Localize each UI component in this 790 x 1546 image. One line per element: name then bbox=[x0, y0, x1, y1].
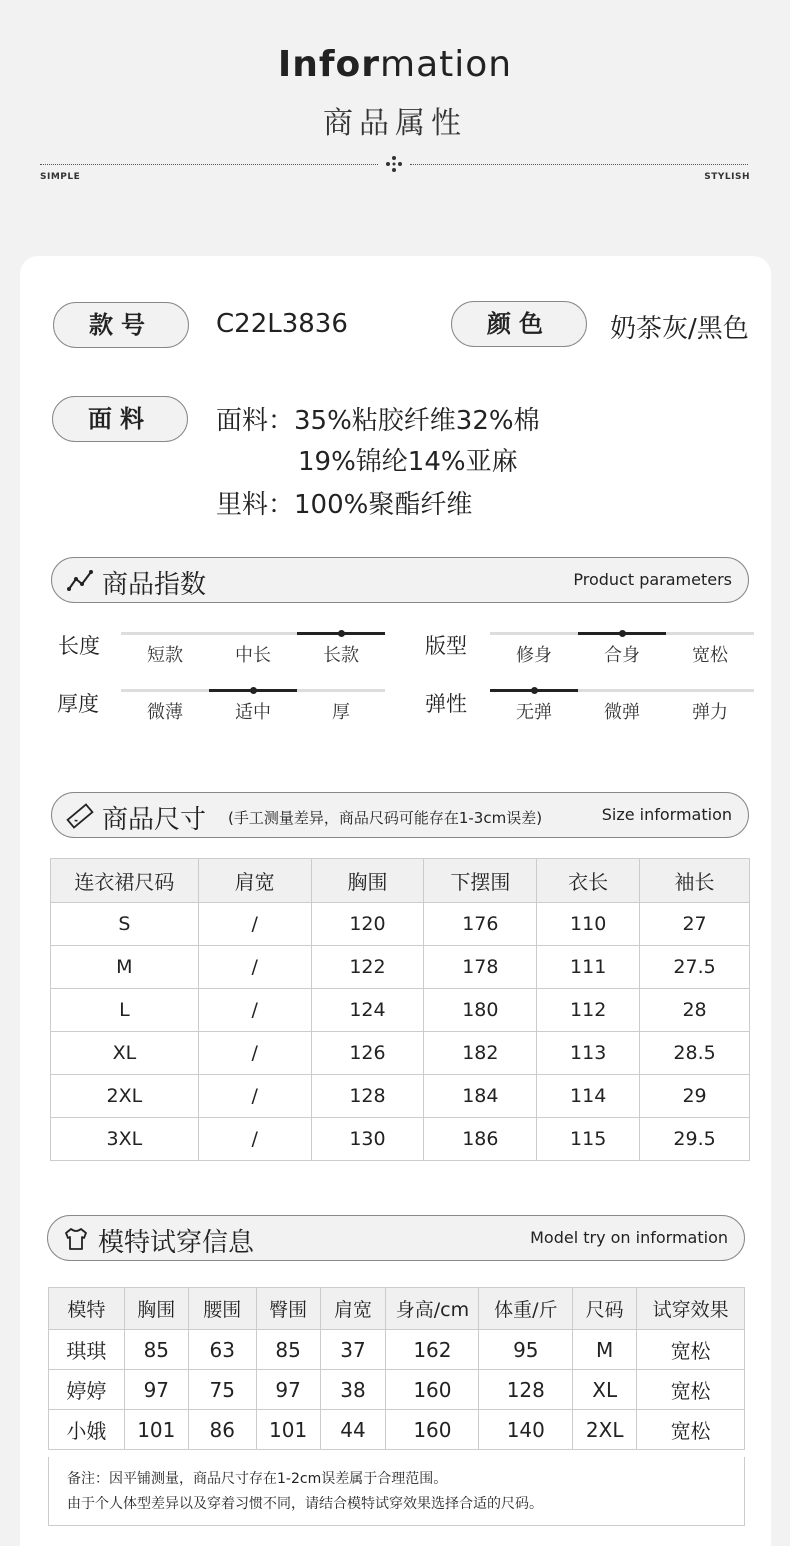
table-cell: 120 bbox=[311, 903, 424, 946]
param-scale-thickness bbox=[121, 689, 385, 723]
table-cell: XL bbox=[51, 1032, 199, 1075]
table-header-cell: 试穿效果 bbox=[637, 1288, 745, 1330]
table-cell: M bbox=[573, 1330, 637, 1370]
params-section-bar bbox=[51, 557, 749, 603]
scale-option: 短款 bbox=[147, 645, 183, 666]
trend-line-icon bbox=[66, 567, 94, 595]
scale-indicator-dot bbox=[531, 687, 538, 694]
table-cell: 28.5 bbox=[640, 1032, 750, 1075]
table-cell: / bbox=[198, 1118, 311, 1161]
table-cell: 63 bbox=[188, 1330, 256, 1370]
table-cell: 75 bbox=[188, 1370, 256, 1410]
table-cell: M bbox=[51, 946, 199, 989]
table-header-cell: 下摆围 bbox=[424, 859, 537, 903]
table-cell: XL bbox=[573, 1370, 637, 1410]
fabric-line-1: 面料：35%粘胶纤维32%棉 bbox=[216, 406, 540, 436]
table-cell: 小娥 bbox=[49, 1410, 125, 1450]
lining-line: 里料：100%聚酯纤维 bbox=[216, 490, 473, 520]
param-scale-length bbox=[121, 632, 385, 666]
size-table-row bbox=[51, 946, 750, 989]
table-cell: 162 bbox=[386, 1330, 479, 1370]
table-cell: 37 bbox=[320, 1330, 386, 1370]
table-header-cell: 衣长 bbox=[537, 859, 640, 903]
table-cell: L bbox=[51, 989, 199, 1032]
table-header-cell: 胸围 bbox=[124, 1288, 188, 1330]
table-cell: 130 bbox=[311, 1118, 424, 1161]
table-cell: 184 bbox=[424, 1075, 537, 1118]
table-header-cell: 肩宽 bbox=[320, 1288, 386, 1330]
table-cell: 186 bbox=[424, 1118, 537, 1161]
style-no-value: C22L3836 bbox=[216, 309, 348, 339]
table-cell: S bbox=[51, 903, 199, 946]
table-header-cell: 袖长 bbox=[640, 859, 750, 903]
model-title: 模特试穿信息 bbox=[98, 1228, 255, 1258]
table-header-cell: 身高/cm bbox=[386, 1288, 479, 1330]
model-section-bar bbox=[47, 1215, 745, 1261]
header-divider-left bbox=[40, 164, 378, 165]
header-divider-right bbox=[410, 164, 748, 165]
param-scale-elasticity bbox=[490, 689, 754, 723]
size-title: 商品尺寸 bbox=[102, 805, 207, 835]
scale-option: 长款 bbox=[323, 645, 359, 666]
table-cell: 38 bbox=[320, 1370, 386, 1410]
scale-indicator-dot bbox=[619, 630, 626, 637]
table-cell: 27.5 bbox=[640, 946, 750, 989]
table-cell: 113 bbox=[537, 1032, 640, 1075]
scale-option: 微薄 bbox=[147, 702, 183, 723]
page-subtitle: 商品属性 bbox=[323, 106, 467, 141]
size-english: Size information bbox=[601, 805, 732, 824]
scale-indicator-dot bbox=[250, 687, 257, 694]
table-cell: 宽松 bbox=[637, 1330, 745, 1370]
table-cell: 182 bbox=[424, 1032, 537, 1075]
table-cell: 126 bbox=[311, 1032, 424, 1075]
table-cell: 97 bbox=[256, 1370, 320, 1410]
table-cell: 27 bbox=[640, 903, 750, 946]
table-cell: 琪琪 bbox=[49, 1330, 125, 1370]
scale-option: 中长 bbox=[235, 645, 271, 666]
table-cell: / bbox=[198, 1075, 311, 1118]
ruler-icon bbox=[66, 802, 94, 830]
table-cell: 95 bbox=[479, 1330, 573, 1370]
table-cell: 111 bbox=[537, 946, 640, 989]
table-cell: 124 bbox=[311, 989, 424, 1032]
size-note: (手工测量差异，商品尺码可能存在1-3cm误差) bbox=[228, 809, 543, 827]
table-cell: 85 bbox=[124, 1330, 188, 1370]
scale-option: 微弹 bbox=[604, 702, 640, 723]
table-header-cell: 腰围 bbox=[188, 1288, 256, 1330]
params-english: Product parameters bbox=[573, 570, 732, 589]
table-header-cell: 肩宽 bbox=[198, 859, 311, 903]
tshirt-icon bbox=[62, 1225, 90, 1253]
param-label-fit: 版型 bbox=[425, 634, 467, 658]
table-header-cell: 模特 bbox=[49, 1288, 125, 1330]
remark-box bbox=[48, 1457, 745, 1526]
fabric-line-2: 19%锦纶14%亚麻 bbox=[298, 447, 518, 477]
size-table-row bbox=[51, 1032, 750, 1075]
title-bold-part: Infor bbox=[277, 44, 381, 85]
tag-simple: SIMPLE bbox=[40, 172, 81, 182]
table-cell: 28 bbox=[640, 989, 750, 1032]
scale-option: 合身 bbox=[604, 645, 640, 666]
table-cell: 婷婷 bbox=[49, 1370, 125, 1410]
table-header-cell: 臀围 bbox=[256, 1288, 320, 1330]
table-cell: 86 bbox=[188, 1410, 256, 1450]
scale-option: 厚 bbox=[332, 702, 350, 723]
table-cell: 2XL bbox=[573, 1410, 637, 1450]
table-cell: 3XL bbox=[51, 1118, 199, 1161]
table-cell: / bbox=[198, 946, 311, 989]
table-cell: 115 bbox=[537, 1118, 640, 1161]
scale-indicator-dot bbox=[338, 630, 345, 637]
param-scale-fit bbox=[490, 632, 754, 666]
model-english: Model try on information bbox=[530, 1228, 728, 1247]
model-table-row bbox=[49, 1330, 745, 1370]
tag-stylish: STYLISH bbox=[704, 172, 750, 182]
table-cell: 2XL bbox=[51, 1075, 199, 1118]
table-cell: 178 bbox=[424, 946, 537, 989]
page-title bbox=[0, 44, 790, 85]
size-table-row bbox=[51, 1075, 750, 1118]
table-cell: 112 bbox=[537, 989, 640, 1032]
title-light-part: mation bbox=[380, 44, 513, 85]
style-no-label: 款号 bbox=[53, 302, 189, 348]
size-table bbox=[50, 858, 750, 1161]
params-title: 商品指数 bbox=[102, 570, 207, 600]
scale-option: 弹力 bbox=[692, 702, 728, 723]
size-table-row bbox=[51, 989, 750, 1032]
param-label-thickness: 厚度 bbox=[57, 692, 99, 716]
scale-option: 无弹 bbox=[516, 702, 552, 723]
table-header-cell: 尺码 bbox=[573, 1288, 637, 1330]
size-table-row bbox=[51, 1118, 750, 1161]
table-cell: 140 bbox=[479, 1410, 573, 1450]
color-value: 奶茶灰/黑色 bbox=[610, 314, 749, 344]
table-cell: 宽松 bbox=[637, 1410, 745, 1450]
param-label-length: 长度 bbox=[58, 634, 100, 658]
size-section-bar bbox=[51, 792, 749, 838]
remark-line-2: 由于个人体型差异以及穿着习惯不同，请结合模特试穿效果选择合适的尺码。 bbox=[67, 1496, 543, 1512]
table-cell: 122 bbox=[311, 946, 424, 989]
table-cell: 176 bbox=[424, 903, 537, 946]
remark-line-1: 备注：因平铺测量，商品尺寸存在1-2cm误差属于合理范围。 bbox=[67, 1471, 448, 1487]
table-cell: 宽松 bbox=[637, 1370, 745, 1410]
table-cell: 180 bbox=[424, 989, 537, 1032]
table-cell: 85 bbox=[256, 1330, 320, 1370]
table-cell: / bbox=[198, 989, 311, 1032]
table-cell: / bbox=[198, 903, 311, 946]
size-table-row bbox=[51, 903, 750, 946]
table-cell: 110 bbox=[537, 903, 640, 946]
table-cell: 114 bbox=[537, 1075, 640, 1118]
color-label: 颜色 bbox=[451, 301, 587, 347]
table-cell: 128 bbox=[311, 1075, 424, 1118]
table-cell: 29 bbox=[640, 1075, 750, 1118]
table-cell: 101 bbox=[256, 1410, 320, 1450]
fabric-label: 面料 bbox=[52, 396, 188, 442]
table-cell: / bbox=[198, 1032, 311, 1075]
scale-option: 宽松 bbox=[692, 645, 728, 666]
table-cell: 160 bbox=[386, 1370, 479, 1410]
table-cell: 101 bbox=[124, 1410, 188, 1450]
model-table-row bbox=[49, 1410, 745, 1450]
model-table bbox=[48, 1287, 745, 1450]
cross-ornament-icon bbox=[385, 155, 403, 173]
table-cell: 97 bbox=[124, 1370, 188, 1410]
table-header-cell: 体重/斤 bbox=[479, 1288, 573, 1330]
table-header-cell: 胸围 bbox=[311, 859, 424, 903]
table-cell: 160 bbox=[386, 1410, 479, 1450]
table-header-cell: 连衣裙尺码 bbox=[51, 859, 199, 903]
table-cell: 29.5 bbox=[640, 1118, 750, 1161]
table-cell: 128 bbox=[479, 1370, 573, 1410]
scale-option: 适中 bbox=[235, 702, 271, 723]
param-label-elasticity: 弹性 bbox=[425, 692, 467, 716]
table-cell: 44 bbox=[320, 1410, 386, 1450]
model-table-row bbox=[49, 1370, 745, 1410]
scale-option: 修身 bbox=[516, 645, 552, 666]
